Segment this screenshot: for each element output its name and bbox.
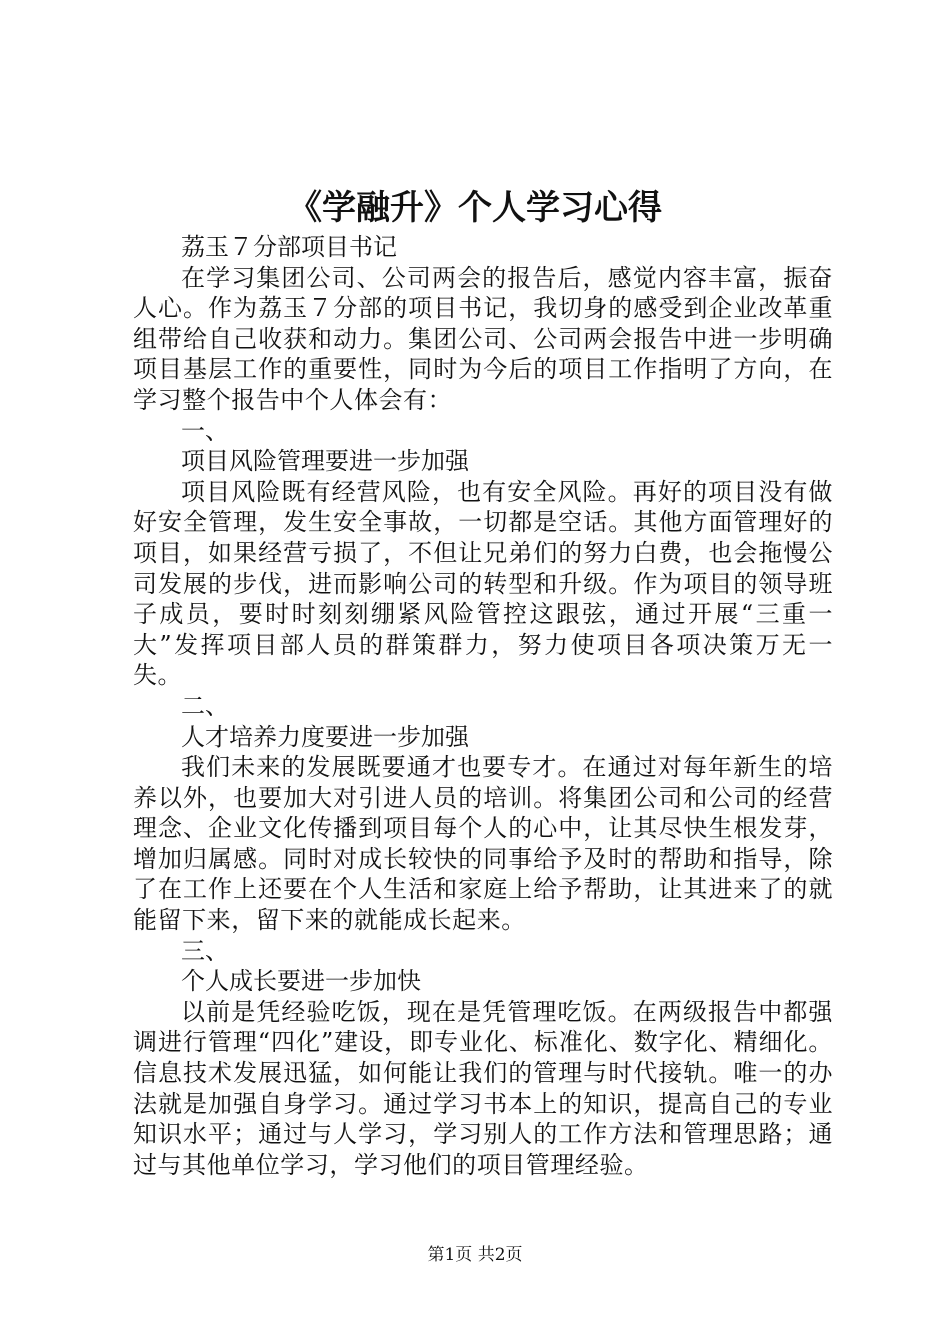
section-2-text: 我们未来的发展既要通才也要专才。在通过对每年新生的培养以外，也要加大对引进人员的培训。将集团公司和公司的经营理念、企业文化传播到项目每个人的心中，让其尽快生根发芽，增加归属感。同时对成长较快的同事给予及时的帮助和指导，除了在工作上还要在个人生活和家庭上给予帮助，让其进来了的就能留下来，留下来的就能成长起来。 <box>133 753 833 935</box>
section-1-heading: 项目风险管理要进一步加强 <box>181 447 469 476</box>
page-footer: 第1页 共2页 <box>427 1245 523 1265</box>
section-1-text: 项目风险既有经营风险，也有安全风险。再好的项目没有做好安全管理，发生安全事故，一切都是空话。其他方面管理好的项目，如果经营亏损了，不但让兄弟们的努力白费，也会拖慢公司发展的步伐，进而影响公司的转型和升级。作为项目的领导班子成员，要时时刻刻绷紧风险管控这跟弦，通过开展“三重一大”发挥项目部人员的群策群力，努力使项目各项决策万无一失。 <box>133 477 833 690</box>
intro-paragraph: 在学习集团公司、公司两会的报告后，感觉内容丰富，振奋人心。作为荔玉７分部的项目书记，我切身的感受到企业改革重组带给自己收获和动力。集团公司、公司两会报告中进一步明确项目基层工作的重要性，同时为今后的项目工作指明了方向，在学习整个报告中个人体会有： <box>133 263 833 414</box>
section-3-number: 三、 <box>181 936 229 965</box>
author-line: 荔玉７分部项目书记 <box>181 233 397 261</box>
document-title: 《学融升》个人学习心得 <box>288 188 662 228</box>
section-1-number: 一、 <box>181 416 229 445</box>
section-3-text: 以前是凭经验吃饭，现在是凭管理吃饭。在两级报告中都强调进行管理“四化”建设，即专业化、标准化、数字化、精细化。信息技术发展迅猛，如何能让我们的管理与时代接轨。唯一的办法就是加强自身学习。通过学习书本上的知识，提高自己的专业知识水平；通过与人学习，学习别人的工作方法和管理思路；通过与其他单位学习，学习他们的项目管理经验。 <box>133 997 833 1179</box>
section-3-heading: 个人成长要进一步加快 <box>181 967 421 996</box>
section-2-heading: 人才培养力度要进一步加强 <box>181 722 469 751</box>
document-body <box>133 232 833 1180</box>
section-2-number: 二、 <box>181 691 229 720</box>
